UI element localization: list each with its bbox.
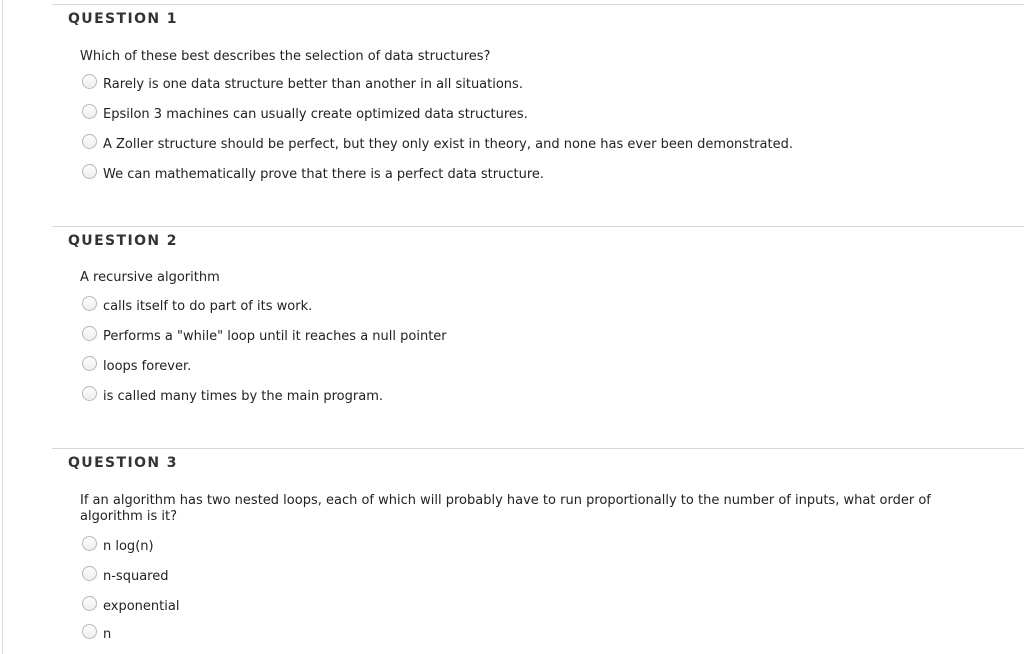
question-1 [52, 4, 1024, 226]
question-title: QUESTION 2 [68, 233, 178, 249]
option-label: A Zoller structure should be perfect, but they only exist in theory, and none has ever been demonstrated. [103, 136, 793, 152]
answer-option[interactable] [82, 104, 528, 124]
answer-option[interactable] [82, 164, 544, 184]
answer-option[interactable] [82, 356, 191, 376]
radio-button[interactable] [82, 596, 97, 611]
radio-button[interactable] [82, 536, 97, 551]
question-text: A recursive algorithm [80, 270, 220, 285]
question-title: QUESTION 3 [68, 455, 178, 471]
radio-button[interactable] [82, 134, 97, 149]
radio-button[interactable] [82, 326, 97, 341]
option-label: n-squared [103, 568, 169, 584]
question-text: If an algorithm has two nested loops, each of which will probably have to run proportionally to the number of inputs, what order of algorithm is it? [80, 493, 931, 524]
answer-option[interactable] [82, 326, 447, 346]
option-label: exponential [103, 598, 180, 614]
answer-option[interactable] [82, 296, 312, 316]
option-label: is called many times by the main program. [103, 388, 383, 404]
divider [52, 4, 1024, 5]
option-label: We can mathematically prove that there is a perfect data structure. [103, 166, 545, 182]
answer-option[interactable] [82, 134, 793, 154]
left-border [2, 0, 3, 654]
question-text: Which of these best describes the selection of data structures? [80, 49, 491, 64]
option-label: calls itself to do part of its work. [103, 298, 313, 314]
question-title: QUESTION 1 [68, 11, 178, 27]
answer-option[interactable] [82, 624, 111, 644]
option-label: Performs a "while" loop until it reaches a null pointer [103, 328, 447, 344]
answer-option[interactable] [82, 596, 179, 616]
option-label: n [103, 626, 112, 642]
answer-option[interactable] [82, 566, 168, 586]
question-2 [52, 226, 1024, 448]
radio-button[interactable] [82, 296, 97, 311]
radio-button[interactable] [82, 356, 97, 371]
radio-button[interactable] [82, 624, 97, 639]
divider [52, 448, 1024, 449]
radio-button[interactable] [82, 164, 97, 179]
radio-button[interactable] [82, 74, 97, 89]
option-label: Rarely is one data structure better than another in all situations. [103, 76, 523, 92]
answer-option[interactable] [82, 386, 383, 406]
option-label: loops forever. [103, 358, 192, 374]
radio-button[interactable] [82, 566, 97, 581]
divider [52, 226, 1024, 227]
question-3 [52, 448, 1024, 654]
option-label: Epsilon 3 machines can usually create optimized data structures. [103, 106, 528, 122]
option-label: n log(n) [103, 538, 154, 554]
answer-option[interactable] [82, 536, 154, 556]
radio-button[interactable] [82, 386, 97, 401]
answer-option[interactable] [82, 74, 523, 94]
radio-button[interactable] [82, 104, 97, 119]
